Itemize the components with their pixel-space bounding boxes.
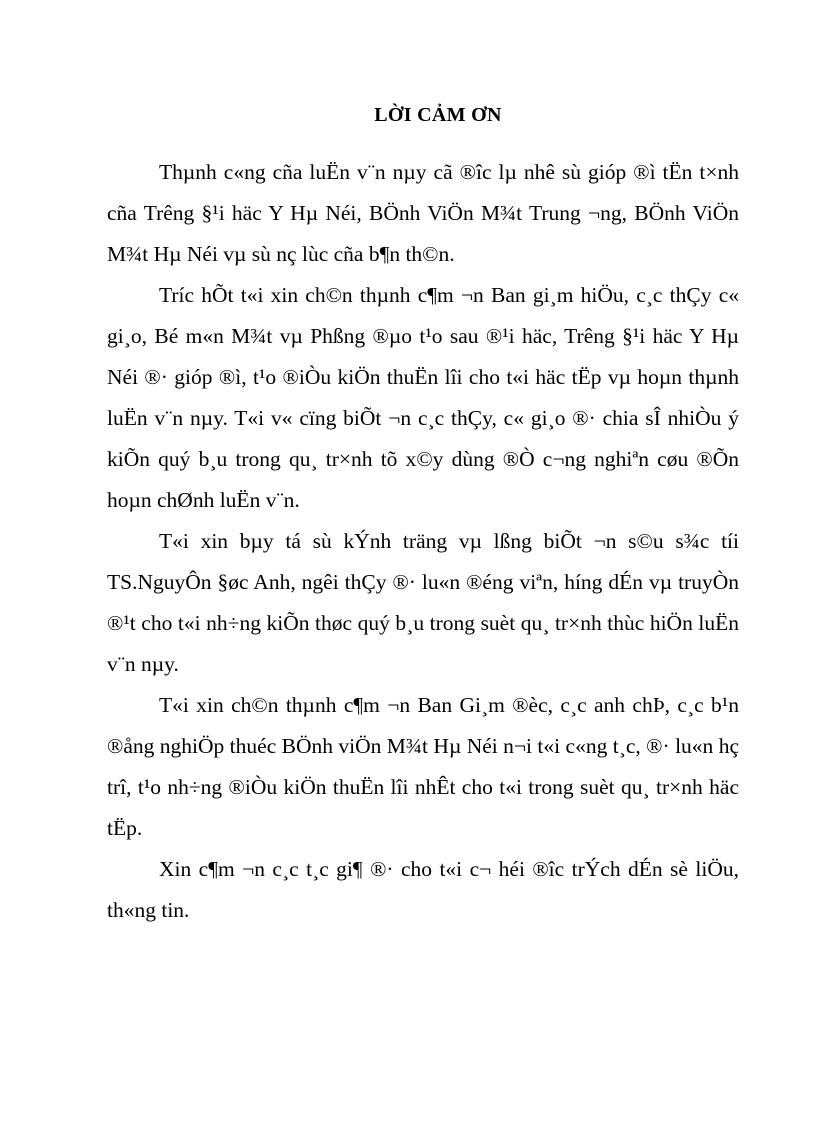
paragraph-3: T«i xin bµy tá sù kÝnh träng vµ lßng biÕt ¬n s©u s¾c tíi TS.NguyÔn §øc Anh, ngêi thÇy ®· lu«n ®éng viªn, híng dÉn vµ truyÒn ®¹t cho t«i nh÷ng kiÕn thøc quý b¸u trong suèt qu¸ tr×nh thùc hiÖn luËn v¨n nµy. [107, 529, 739, 676]
paragraph-1: Thµnh c«ng cña luËn v¨n nµy cã ®îc lµ nhê sù gióp ®ì tËn t×nh cña Trêng §¹i häc Y Hµ Néi, BÖnh ViÖn M¾t Trung ¬ng, BÖnh ViÖn M¾t Hµ Néi vµ sù nç lùc cña b¶n th©n. [107, 160, 739, 266]
paragraph-5: Xin c¶m ¬n c¸c t¸c gi¶ ®· cho t«i c¬ héi ®îc trÝch dÉn sè liÖu, th«ng tin. [107, 857, 739, 922]
page-title: LỜI CẢM ƠN [374, 104, 502, 126]
paragraph-2: Tríc hÕt t«i xin ch©n thµnh c¶m ¬n Ban gi¸m hiÖu, c¸c thÇy c« gi¸o, Bé m«n M¾t vµ Phßng ®µo t¹o sau ®¹i häc, Trêng §¹i häc Y Hµ Néi ®· gióp ®ì, t¹o ®iÒu kiÖn thuËn lîi cho t«i häc tËp vµ hoµn thµnh luËn v¨n nµy. T«i v« cïng biÕt ¬n c¸c thÇy, c« gi¸o ®· chia sÎ nhiÒu ý kiÕn quý b¸u trong qu¸ tr×nh tõ x©y dùng ®Ò c¬ng nghiªn cøu ®Õn hoµn chØnh luËn v¨n. [107, 283, 739, 512]
paragraph-4: T«i xin ch©n thµnh c¶m ¬n Ban Gi¸m ®èc, c¸c anh chÞ, c¸c b¹n ®ång nghiÖp thuéc BÖnh viÖn M¾t Hµ Néi n¬i t«i c«ng t¸c, ®· lu«n hç trî, t¹o nh÷ng ®iÒu kiÖn thuËn lîi nhÊt cho t«i trong suèt qu¸ tr×nh häc tËp. [107, 693, 739, 840]
document-body [107, 152, 739, 931]
